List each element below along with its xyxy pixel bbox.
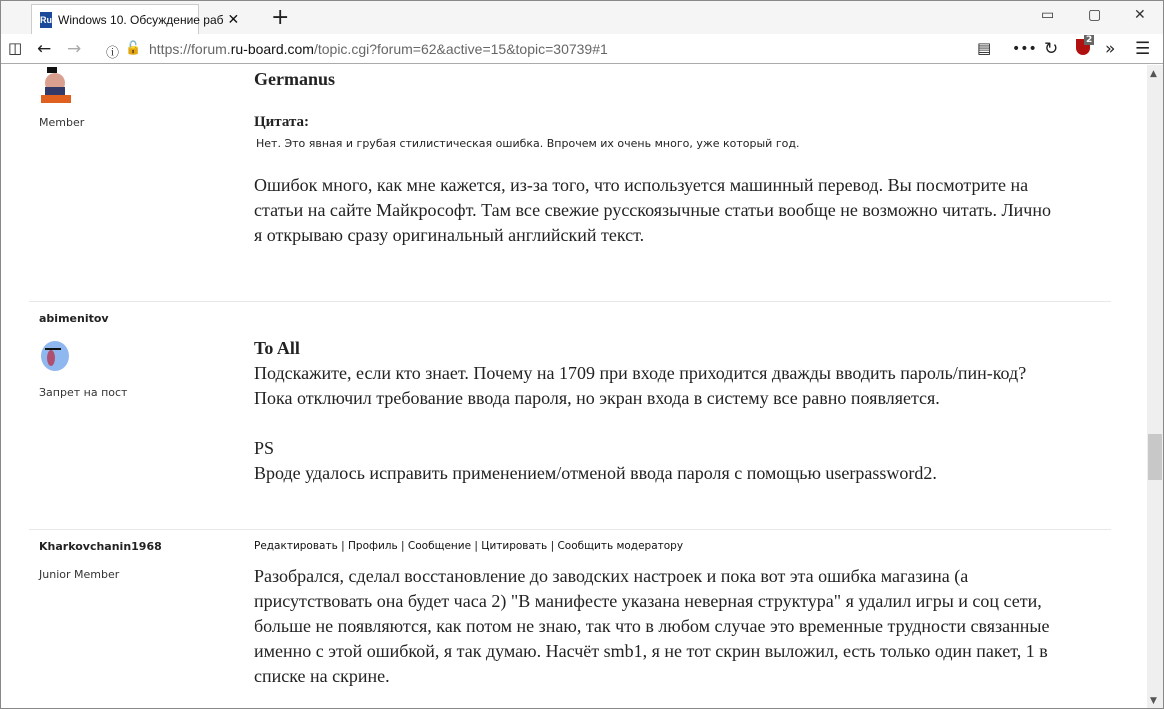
- scrollbar[interactable]: [1147, 65, 1163, 708]
- tab-title: Windows 10. Обсуждение раб: [58, 12, 224, 27]
- forward-button[interactable]: →: [67, 39, 82, 59]
- info-icon[interactable]: ⓘ: [106, 46, 120, 61]
- reader-view-icon[interactable]: ▤: [977, 39, 992, 57]
- more-icon[interactable]: •••: [1012, 41, 1037, 57]
- page-content: [1, 65, 1147, 705]
- post-abimenitov: [29, 301, 1111, 529]
- user-rank: Junior Member: [39, 568, 120, 581]
- scroll-up-icon[interactable]: ▲: [1150, 69, 1157, 79]
- profile-link[interactable]: Профиль: [348, 540, 398, 552]
- tab-active[interactable]: [31, 4, 240, 34]
- post-line: Пока отключил требование ввода пароля, но экран входа в систему все равно появляется.: [254, 388, 940, 408]
- url-prefix: https://forum.: [149, 41, 231, 57]
- post-actions: Редактировать | Профиль | Сообщение | Цитировать | Сообщить модератору: [254, 540, 684, 552]
- post-line: Разобрался, сделал восстановление до заводских настроек и пока вот эта ошибка магазина (а: [254, 566, 969, 586]
- overflow-icon[interactable]: »: [1105, 39, 1116, 59]
- username[interactable]: Kharkovchanin1968: [39, 540, 162, 553]
- quote-link[interactable]: Цитировать: [481, 540, 548, 552]
- message-link[interactable]: Сообщение: [407, 540, 472, 552]
- title-bar: [1, 1, 1163, 34]
- user-rank: Member: [39, 116, 85, 129]
- menu-icon[interactable]: ☰: [1135, 39, 1151, 59]
- lock-warning-icon[interactable]: 🔓: [125, 41, 142, 56]
- report-link[interactable]: Сообщить модератору: [557, 540, 684, 552]
- quote-label: Цитата:: [254, 114, 310, 130]
- post-title: Germanus: [254, 69, 335, 89]
- new-tab-button[interactable]: +: [271, 5, 290, 30]
- post-germanus: [29, 65, 1111, 301]
- ublock-icon[interactable]: [1076, 35, 1093, 55]
- post-line: PS: [254, 438, 275, 458]
- post-line: списке на скрине.: [254, 666, 390, 686]
- scroll-down-icon[interactable]: ▼: [1150, 696, 1157, 706]
- post-line: Подскажите, если кто знает. Почему на 1709 при входе приходится дважды вводить пароль/пин-код?: [254, 363, 1027, 383]
- post-line: статьи на сайте Майкрософт. Там все свежие русскоязычные статьи вообще не возможно читать. Лично: [254, 200, 1051, 220]
- post-line: [254, 411, 1104, 436]
- post-line: больше не появляются, как потом не знаю, так что в любом случае это временные трудности связанные: [254, 616, 1050, 636]
- scrollbar-thumb[interactable]: [1148, 434, 1162, 480]
- avatar: [39, 338, 73, 374]
- close-window-button[interactable]: ✕: [1134, 7, 1146, 23]
- minimize-button[interactable]: ▭: [1041, 7, 1055, 23]
- ublock-count: 2: [1086, 35, 1093, 45]
- sidebar-icon[interactable]: ◫: [8, 39, 23, 57]
- back-button[interactable]: ←: [37, 39, 52, 59]
- post-body: [254, 336, 1104, 486]
- post-line: Ошибок много, как мне кажется, из-за того, что используется машинный перевод. Вы посмотрите на: [254, 175, 1029, 195]
- username[interactable]: abimenitov: [39, 312, 109, 325]
- url-domain: ru-board.com: [230, 41, 314, 57]
- post-line: Вроде удалось исправить применением/отменой ввода пароля с помощью userpassword2.: [254, 463, 937, 483]
- nav-bar: [1, 34, 1163, 64]
- favicon: Ru: [40, 12, 52, 28]
- url-suffix: /topic.cgi?forum=62&active=15&topic=30739#1: [313, 41, 608, 57]
- post-line: именно с этой ошибкой, я так думаю. Насчёт smb1, я не тот скрин выложил, есть только один пакет, 1 в: [254, 641, 1048, 661]
- reload-button[interactable]: ↻: [1044, 39, 1059, 59]
- post-kharkovchanin: [29, 529, 1111, 699]
- post-body: [254, 564, 1104, 689]
- user-rank: Запрет на пост: [39, 386, 128, 399]
- post-body: [254, 67, 1104, 248]
- post-title: To All: [254, 338, 300, 358]
- edit-link[interactable]: Редактировать: [254, 540, 338, 552]
- post-line: я открываю сразу оригинальный английский текст.: [254, 225, 645, 245]
- maximize-button[interactable]: ▢: [1088, 7, 1102, 23]
- quote-text: Нет. Это явная и грубая стилистическая ошибка. Впрочем их очень много, уже который год.: [256, 137, 800, 150]
- url-bar[interactable]: [149, 41, 608, 57]
- close-tab-icon[interactable]: ✕: [227, 11, 240, 27]
- post-line: присутствовать она будет часа 2) "В манифесте указана неверная структура" я удалил игры и соц сети,: [254, 591, 1042, 611]
- avatar: [39, 67, 73, 103]
